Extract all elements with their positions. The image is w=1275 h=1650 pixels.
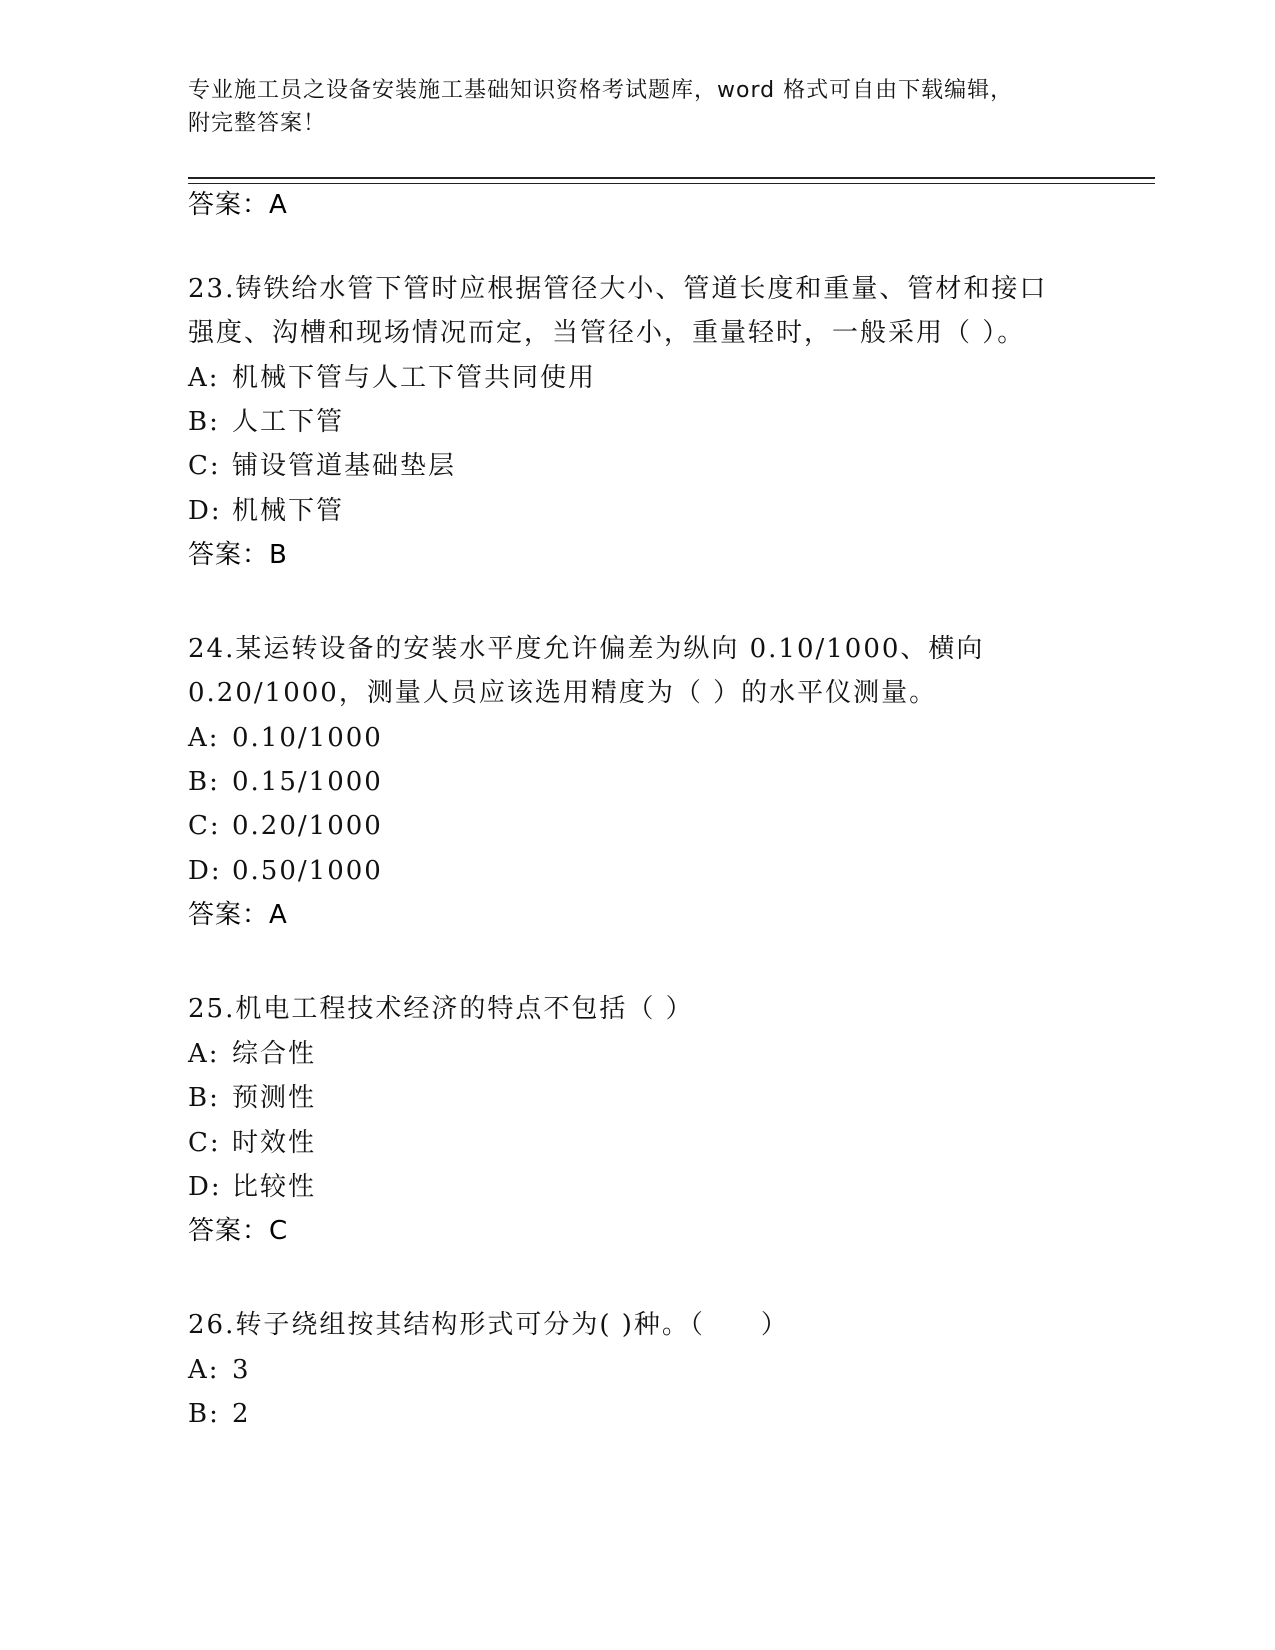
question-24-option-c (188, 809, 383, 843)
question-25-option-d (188, 1170, 316, 1204)
question-23-text-line-1: 23.铸铁给水管下管时应根据管径大小、管道长度和重量、管材和接口 (188, 274, 1048, 304)
option-letter: B: (188, 407, 220, 437)
question-26-option-a (188, 1353, 251, 1387)
option-letter: A: (188, 723, 220, 753)
question-25-option-b (188, 1081, 316, 1115)
question-23-option-b (188, 405, 344, 439)
question-23-option-a (188, 361, 596, 395)
option-letter: C: (188, 1128, 221, 1158)
option-letter: B: (188, 767, 220, 797)
option-text: 预测性 (232, 1083, 317, 1113)
header-divider-thick (188, 177, 1155, 179)
option-text: 0.50/1000 (232, 856, 383, 886)
question-24-text-line-1: 24.某运转设备的安装水平度允许偏差为纵向 0.10/1000、横向 (188, 634, 985, 664)
option-letter: C: (188, 451, 221, 481)
option-text: 比较性 (232, 1172, 317, 1202)
option-text: 铺设管道基础垫层 (232, 451, 457, 481)
question-25-text-line-1: 25.机电工程技术经济的特点不包括（ ） (188, 994, 694, 1024)
option-text: 机械下管与人工下管共同使用 (232, 363, 597, 393)
option-text: 0.20/1000 (232, 811, 383, 841)
header-line-1: 专业施工员之设备安装施工基础知识资格考试题库，word 格式可自由下载编辑， (188, 78, 1014, 103)
question-23-option-c (188, 449, 456, 483)
previous-answer: 答案：A (188, 190, 288, 220)
option-letter: A: (188, 1039, 220, 1069)
option-text: 时效性 (232, 1128, 317, 1158)
option-text: 2 (232, 1399, 251, 1429)
question-24-option-d (188, 854, 383, 888)
question-25-answer: 答案：C (188, 1216, 289, 1246)
option-letter: B: (188, 1399, 220, 1429)
option-text: 0.10/1000 (232, 723, 383, 753)
question-24-answer: 答案：A (188, 900, 288, 930)
option-text: 0.15/1000 (232, 767, 383, 797)
header-divider-thin (188, 183, 1155, 184)
question-26-option-b (188, 1397, 251, 1431)
option-text: 人工下管 (232, 407, 345, 437)
option-text: 机械下管 (232, 496, 345, 526)
option-letter: A: (188, 363, 220, 393)
document-header (188, 74, 1088, 140)
option-letter: D: (188, 1172, 222, 1202)
question-24-option-b (188, 765, 383, 799)
option-letter: D: (188, 496, 222, 526)
question-23-text-line-2: 强度、沟槽和现场情况而定，当管径小，重量轻时，一般采用（ ）。 (188, 318, 1026, 348)
option-letter: D: (188, 856, 222, 886)
question-25-option-c (188, 1126, 316, 1160)
header-line-2: 附完整答案！ (188, 111, 327, 136)
question-24-text-line-2: 0.20/1000，测量人员应该选用精度为（ ）的水平仪测量。 (188, 678, 938, 708)
question-23-option-d (188, 494, 344, 528)
question-23-answer: 答案：B (188, 540, 288, 570)
option-letter: B: (188, 1083, 220, 1113)
question-26-text-line-1: 26.转子绕组按其结构形式可分为( )种。（ ） (188, 1310, 789, 1340)
option-text: 综合性 (232, 1039, 317, 1069)
option-letter: C: (188, 811, 221, 841)
option-letter: A: (188, 1355, 220, 1385)
question-24-option-a (188, 721, 383, 755)
question-25-option-a (188, 1037, 316, 1071)
option-text: 3 (232, 1355, 251, 1385)
